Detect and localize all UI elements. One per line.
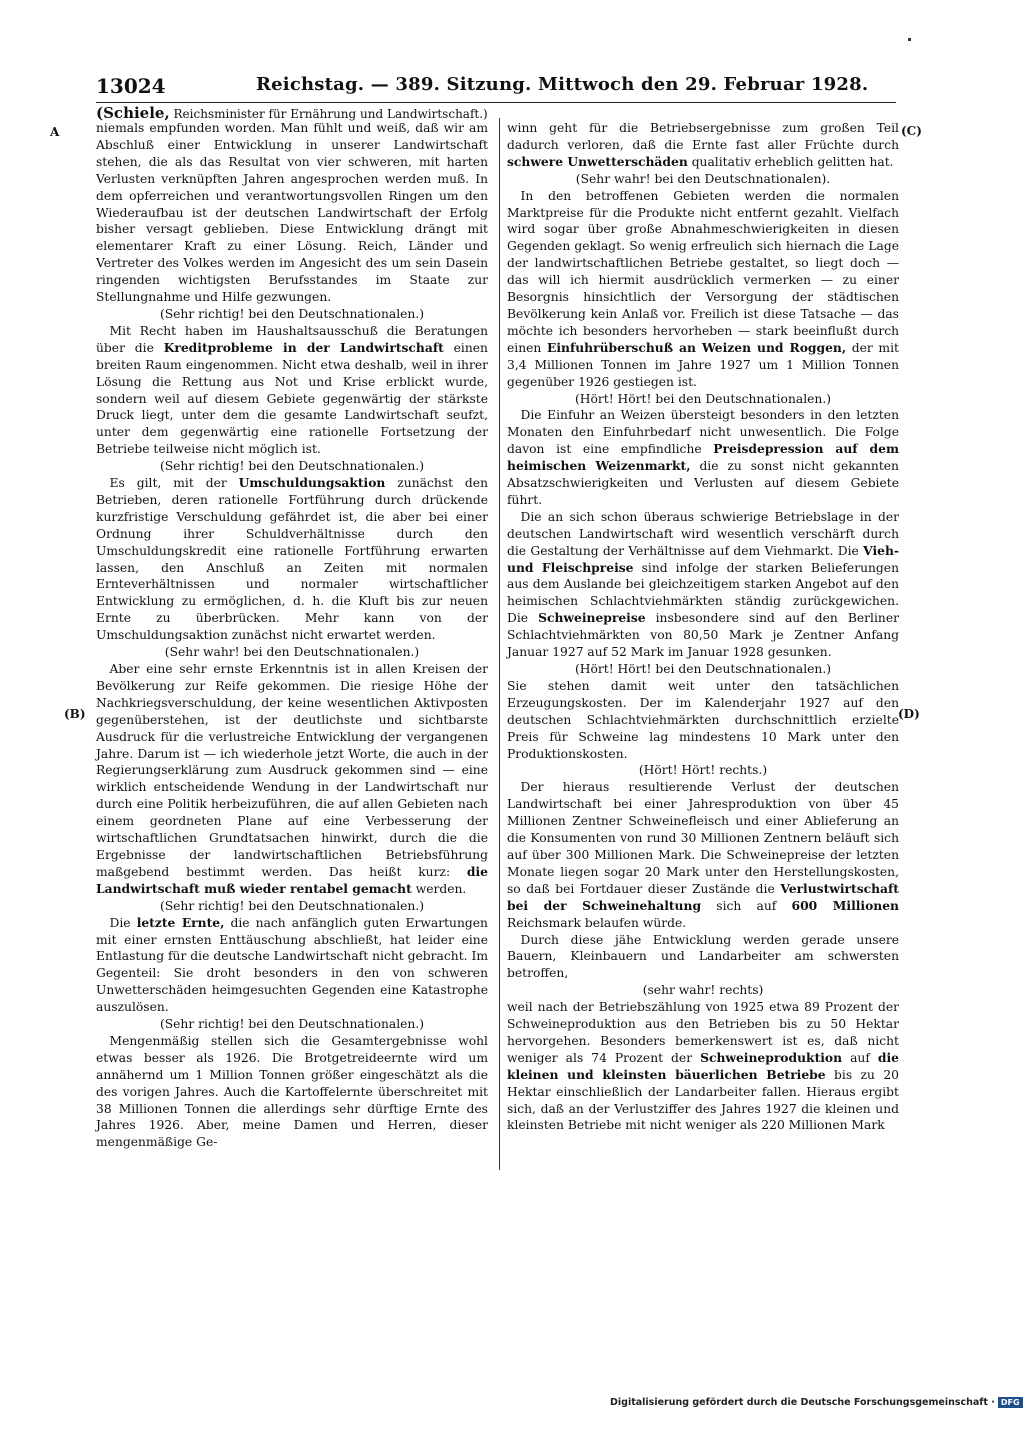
emphasis: Schweinepreise (538, 610, 646, 626)
emphasis: die Landwirtschaft muß wieder rentabel gemacht (96, 863, 488, 896)
footer-credit (610, 1397, 1023, 1408)
paragraph: winn geht für die Betriebsergebnisse zum großen Teil dadurch verloren, daß die Ernte fast aller Früchte durch schwere Unwetterschäden qualitativ erheblich gelitten hat. (507, 121, 899, 169)
interjection: (Sehr richtig! bei den Deutschnationalen.) (159, 1017, 425, 1032)
speaker-role: Reichsminister für Ernährung und Landwirtschaft.) (173, 107, 488, 121)
column-divider (499, 118, 500, 1170)
page-header (96, 72, 896, 103)
dot-mark (908, 38, 911, 41)
interjection: (Hört! Hört! bei den Deutschnationalen.) (574, 391, 832, 406)
emphasis: letzte Ernte, (136, 914, 225, 930)
page-title: Reichstag. — 389. Sitzung. Mittwoch den 29. Februar 1928. (256, 74, 869, 95)
paragraph: niemals empfunden worden. Man fühlt und weiß, daß wir am Abschluß einer Entwicklung in unserer Landwirtschaft stehen, die als das Resultat von vier schweren, mit harten Verlusten verknüpften Jahren angesprochen werden muß. In dem opferreichen und verantwortungsvollen Ringen um den Wiederaufbau ist der deutschen Landwirtschaft der Erfolg bisher versagt geblieben. Diese Entwicklung drängt mit elementarer Kraft zu einer Lösung. Reich, Länder und Vertreter des Volkes werden im Angesicht des um sein Dasein ringenden wichtigsten Berufsstandes im Staate zur Stellungnahme und Hilfe gezwungen. (96, 121, 488, 305)
emphasis: Verlustwirtschaft bei der Schweinehaltung (507, 880, 899, 913)
interjection: (sehr wahr! rechts) (642, 983, 764, 998)
margin-mark-c: (C) (901, 124, 922, 138)
interjection: (Sehr wahr! bei den Deutschnationalen.) (164, 645, 420, 660)
emphasis: die kleinen und kleinsten bäuerlichen Betriebe (507, 1049, 899, 1082)
paragraph: In den betroffenen Gebieten werden die normalen Marktpreise für die Produkte nicht entfernt gezahlt. Vielfach wird sogar über große Abnahmeschwierigkeiten in diesen Gegenden geklagt. So wenig erfreulich sich hiernach die Lage der landwirtschaftlichen Betriebe gestaltet, so liegt doch — das will ich hiermit ausdrücklich vermerken — zu einer Besorgnis hinsichtlich der Versorgung der städtischen Bevölkerung kein Anlaß vor. Freilich ist diese Tatsache — das möchte ich besonders hervorheben — stark beeinflußt durch einen Einfuhrüberschuß an Weizen und Roggen, der mit 3,4 Millionen Tonnen im Jahre 1927 um 1 Million Tonnen gegenüber 1926 gestiegen ist. (507, 188, 899, 389)
interjection: (Sehr richtig! bei den Deutschnationalen.) (159, 306, 425, 321)
interjection: (Sehr richtig! bei den Deutschnationalen.) (159, 898, 425, 913)
paragraph: Aber eine sehr ernste Erkenntnis ist in allen Kreisen der Bevölkerung zur Reife gekommen. Die riesige Höhe der Nachkriegsverschuldung, der keine wesentlichen Aktivposten gegenüberstehen, ist der deutlichste und sichtbarste Ausdruck für die verlustreiche Entwicklung der vergangenen Jahre. Darum ist — ich wiederhole jetzt Worte, die auch in der Regierungserklärung zum Ausdruck gekommen sind — eine wirklich entscheidende Wendung in der Landwirtschaft nur durch eine Politik herbeizuführen, die auf allen Gebieten nach einem geordneten Plane auf eine Verbesserung der wirtschaftlichen Grundtatsachen hinwirkt, durch die die Ergebnisse der landwirtschaftlichen Betriebsführung maßgebend bestimmt werden. Das heißt kurz: die Landwirtschaft muß wieder rentabel gemacht werden. (96, 662, 488, 896)
paragraph: Sie stehen damit weit unter den tatsächlichen Erzeugungskosten. Der im Kalenderjahr 1927 auf den deutschen Schlachtviehmärkten durchschnittlich erzielte Preis für Schweine lag mindestens 10 Mark unter den Produktionskosten. (507, 678, 899, 761)
margin-mark-b: (B) (64, 707, 86, 721)
interjection: (Hört! Hört! bei den Deutschnationalen.) (574, 662, 832, 676)
paragraph: Der hieraus resultierende Verlust der deutschen Landwirtschaft bei einer Jahresproduktion von über 45 Millionen Zentner Schweinefleisch und einer Ablieferung an die Konsumenten von rund 30 Millionen Zentnern beläuft sich auf über 300 Millionen Mark. Die Schweinepreise der letzten Monate liegen sogar 20 Mark unter den Herstellungskosten, so daß bei Fortdauer dieser Zustände die Verlustwirtschaft bei der Schweinehaltung sich auf 600 Millionen Reichsmark belaufen würde. (507, 780, 899, 930)
paragraph: weil nach der Betriebszählung von 1925 etwa 89 Prozent der Schweineproduktion aus den Betrieben bis zu 50 Hektar hervorgehen. Besonders bemerkenswert ist es, daß nicht weniger als 74 Prozent der Schweineproduktion auf die kleinen und kleinsten bäuerlichen Betriebe bis zu 20 Hektar einschließlich der Landarbeiter fallen. Hieraus ergibt sich, daß an der Verlustziffer des Jahres 1927 die kleinen und kleinsten Betriebe mit nicht weniger als 220 Millionen Mark (507, 1000, 899, 1133)
paragraph: Die letzte Ernte, die nach anfänglich guten Erwartungen mit einer ernsten Enttäuschung abschließt, hat leider eine Entlastung für die deutsche Landwirtschaft nicht gebracht. Im Gegenteil: Sie droht besonders in den von schweren Unwetterschäden heimgesuchten Gegenden eine Katastrophe auszulösen. (96, 914, 488, 1015)
speaker-name: (Schiele, (96, 104, 170, 122)
paragraph: Mengenmäßig stellen sich die Gesamtergebnisse wohl etwas besser als 1926. Die Brotgetreideernte wird um annähernd um 1 Million Tonnen größer eingeschätzt als die des vorigen Jahres. Auch die Kartoffelernte überschreitet mit 38 Millionen Tonnen die allerdings sehr dürftige Ernte des Jahres 1926. Aber, meine Damen und Herren, dieser mengenmäßige Ge- (96, 1033, 488, 1150)
emphasis: Einfuhrüberschuß an Weizen und Roggen, (546, 339, 847, 355)
page-number: 13024 (96, 74, 166, 98)
right-column (507, 120, 899, 1134)
margin-mark-d: (D) (898, 707, 920, 721)
paragraph: Die an sich schon überaus schwierige Betriebslage in der deutschen Landwirtschaft wird wesentlich verschärft durch die Gestaltung der Verhältnisse auf dem Viehmarkt. Die Vieh- und Fleischpreise sind infolge der starken Belieferungen aus dem Auslande bei gleichzeitigem starken Angebot auf den heimischen Schlachtviehmärkten ständig zurückgewichen. Die Schweinepreise insbesondere sind auf den Berliner Schlachtviehmärkten von 80,50 Mark je Zentner Anfang Januar 1927 auf 52 Mark im Januar 1928 gesunken. (507, 509, 899, 660)
paragraph: Mit Recht haben im Haushaltsausschuß die Beratungen über die Kreditprobleme in der Landwirtschaft einen breiten Raum eingenommen. Nicht etwa deshalb, weil in ihrer Lösung die Rettung aus Not und Krise erblickt wurde, sondern weil auf diesem Gebiete gegenwärtig der stärkste Druck liegt, unter dem die gesamte Landwirtschaft seufzt, unter dem gegenwärtig eine rationelle Fortsetzung der Betriebe teilweise nicht möglich ist. (96, 323, 488, 457)
paragraph: Durch diese jähe Entwicklung werden gerade unsere Bauern, Kleinbauern und Landarbeiter am schwersten betroffen, (507, 932, 899, 981)
interjection: (Sehr wahr! bei den Deutschnationalen). (575, 171, 831, 186)
emphasis: schwere Unwetterschäden (507, 153, 688, 169)
left-column (96, 120, 488, 1151)
footer-text: Digitalisierung gefördert durch die Deutsche Forschungsgemeinschaft · (610, 1397, 995, 1408)
paragraph: Es gilt, mit der Umschuldungsaktion zunächst den Betrieben, deren rationelle Fortführung durch drückende kurzfristige Verschuldung gefährdet ist, die aber bei einer Ordnung ihrer Schuldverhältnisse durch den Umschuldungskredit eine rationelle Fortführung erwarten lassen, den Anschluß an Zeiten mit normalen Ernteverhältnissen und normaler wirtschaftlicher Entwicklung zu ermöglichen, d. h. die Kluft bis zur neuen Ernte zu überbrücken. Mehr kann von der Umschuldungsaktion zunächst nicht erwartet werden. (96, 475, 488, 643)
emphasis: Umschuldungsaktion (238, 475, 386, 491)
emphasis: Kreditprobleme in der Landwirtschaft (163, 339, 444, 355)
margin-mark-a: A (50, 125, 60, 139)
emphasis: Preisdepression auf dem heimischen Weizenmarkt, (507, 441, 899, 474)
paragraph: Die Einfuhr an Weizen übersteigt besonders in den letzten Monaten den Einfuhrbedarf nicht unwesentlich. Die Folge davon ist eine empfindliche Preisdepression auf dem heimischen Weizenmarkt, die zu sonst nicht gekannten Absatzschwierigkeiten und Verlusten auf diesem Gebiete führt. (507, 408, 899, 507)
emphasis: 600 Millionen (791, 897, 899, 913)
emphasis: Vieh- und Fleischpreise (507, 542, 899, 575)
emphasis: Schweineproduktion (700, 1049, 843, 1065)
dfg-logo: DFG (998, 1397, 1023, 1408)
interjection: (Sehr richtig! bei den Deutschnationalen.) (159, 459, 425, 474)
interjection: (Hört! Hört! rechts.) (638, 763, 768, 778)
